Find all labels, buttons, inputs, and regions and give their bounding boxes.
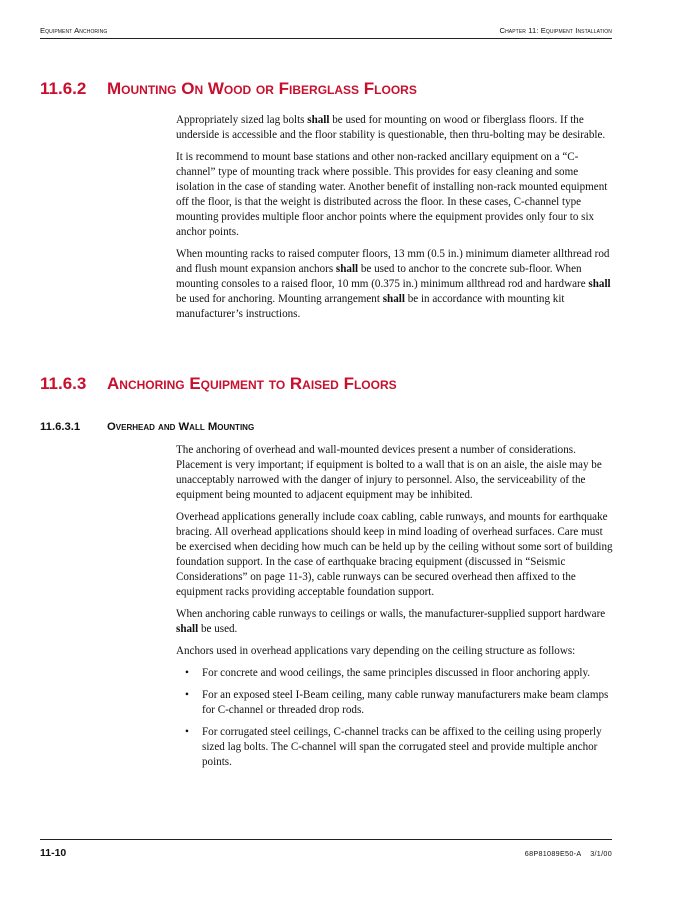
- header-rule: [40, 38, 612, 39]
- paragraph: Appropriately sized lag bolts shall be used for mounting on wood or fiberglass floors. If the underside is accessible and the floor stability is questionable, then thru-bolting may be desirable.: [176, 114, 606, 141]
- bullet-icon: •: [185, 726, 189, 738]
- subsection-heading-11-6-3-1: [40, 421, 254, 433]
- list-item: • For concrete and wood ceilings, the same principles discussed in floor anchoring apply.: [185, 667, 591, 679]
- section-title: Mounting On Wood or Fiberglass Floors: [107, 79, 417, 98]
- section-number: 11.6.3: [40, 374, 87, 393]
- running-header-left: Equipment Anchoring: [40, 26, 108, 35]
- bullet-icon: •: [185, 667, 189, 679]
- subsection-title: Overhead and Wall Mounting: [107, 421, 255, 433]
- running-header-right: Chapter 11: Equipment Installation: [499, 26, 612, 35]
- footer-rule: [40, 839, 612, 840]
- bullet-list: [176, 666, 614, 770]
- bullet-icon: •: [185, 689, 189, 701]
- list-item: • For an exposed steel I-Beam ceiling, many cable runway manufacturers make beam clamps for C-channel or threaded drop rods.: [185, 689, 609, 716]
- subsection-number: 11.6.3.1: [40, 421, 81, 433]
- page-number: 11-10: [40, 847, 67, 859]
- section-number: 11.6.2: [40, 79, 87, 98]
- document-id: 68P81089E50-A 3/1/00: [524, 849, 612, 858]
- section-heading-11-6-2: [40, 79, 417, 99]
- paragraph: It is recommend to mount base stations and other non-racked ancillary equipment on a “C-channel” type of mounting track where possible. This provides for easy cleaning and some isolation in the case of standing water. Another benefit of installing non-rack mounted equipment off the floor, is that the weight is distributed across the floor. In these cases, C-channel type mounting provides multiple floor anchor points where the equipment provides only four to six anchor points.: [176, 151, 608, 238]
- paragraph: The anchoring of overhead and wall-mounted devices present a number of considerations. Placement is very important; if equipment is bolted to a wall that is on an aisle, the aisle may be unacceptably narrowed with the danger of injury to personnel. Also, the serviceability of the equipment being mounted to adjacent equipment may be inhibited.: [176, 444, 602, 501]
- section-heading-11-6-3: [40, 374, 397, 394]
- paragraph: Overhead applications generally include coax cabling, cable runways, and mounts for earthquake bracing. All overhead applications should keep in mind loading of overhead surfaces. Care must be exercised when deciding how much can be held up by the ceiling without some sort of building foundation support. In the case of earthquake bracing equipment (discussed in “Seismic Considerations” on page 11-3), cable runways can be secured overhead then affixed to the equipment racks providing acceptable foundation support.: [176, 511, 613, 598]
- section-body-11-6-3-1: [176, 443, 614, 777]
- paragraph: When mounting racks to raised computer floors, 13 mm (0.5 in.) minimum diameter allthread rod and flush mount expansion anchors shall be used to anchor to the concrete sub-floor. When mounting consoles to a raised floor, 10 mm (0.375 in.) minimum allthread rod and hardware shall be used for anchoring. Mounting arrangement shall be in accordance with mounting kit manufacturer’s instructions.: [176, 248, 611, 320]
- section-body-11-6-2: [176, 113, 614, 329]
- list-item: • For corrugated steel ceilings, C-channel tracks can be affixed to the ceiling using properly sized lag bolts. The C-channel will span the corrugated steel and provide multiple anchor points.: [185, 726, 602, 768]
- paragraph: Anchors used in overhead applications vary depending on the ceiling structure as follows:: [176, 645, 576, 657]
- section-title: Anchoring Equipment to Raised Floors: [107, 374, 397, 393]
- paragraph: When anchoring cable runways to ceilings or walls, the manufacturer-supplied support hardware shall be used.: [176, 608, 606, 635]
